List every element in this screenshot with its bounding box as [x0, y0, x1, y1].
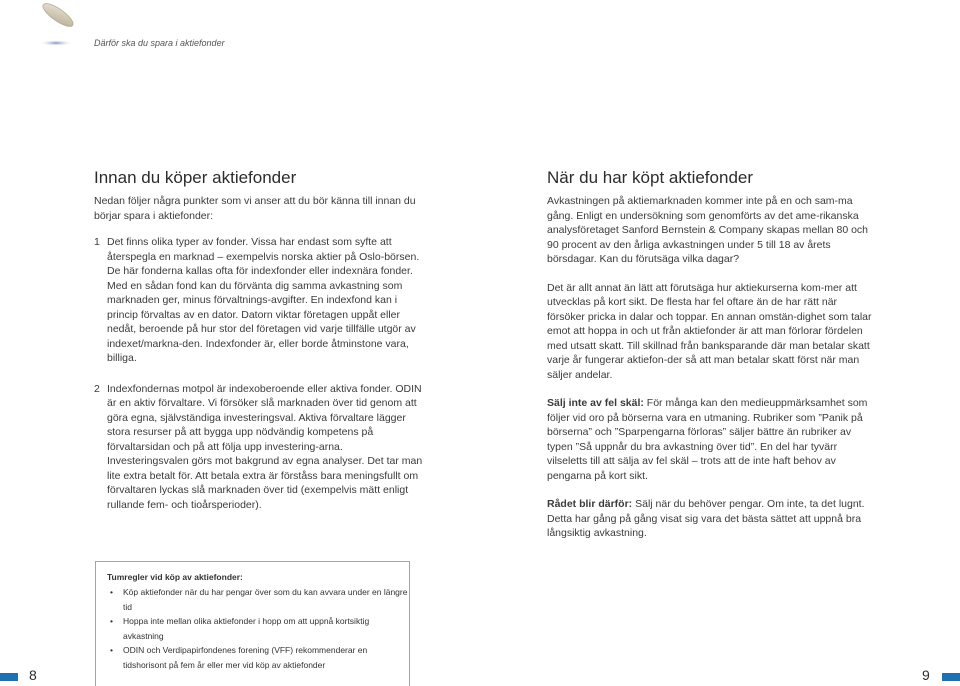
accent-bar-left [0, 673, 18, 681]
list-item-text: Indexfondernas motpol är indexoberoende eller aktiva fonder. ODIN är en aktiv förvaltare. Vi försöker slå marknaden över tid genom att göra egna, självständiga investeringsval. Aktiva förvaltare lägger stora resurser på att bygga upp nödvändig kompetens på förvaltarsidan och på att följa upp investering-arna. Investeringsvalen görs mot bakgrund av egna analyser. Det tar man lite extra betalt för. Att betala extra är förståss bara meningsfullt om förvaltaren lyckas slå marknaden över tid (exempelvis mätt enligt rullande fem- och tioårsperioder). [107, 382, 423, 511]
leaf-logo-icon [40, 2, 80, 50]
right-paragraph-2: Det är allt annat än lätt att förutsäga hur aktiekurserna kom-mer att utvecklas på kort sikt. De flesta har fel oftare än de har rätt när försöker pricka in dalar och toppar. En annan omstän-dighet som talar emot att hoppa in och ut från aktiefonder är att man förlorar fördelen med utsatt skatt. Till skillnad från banksparande där man betalar skatt varje år fungerar aktiefon-der så att man betalar skatt först när man säljer andelar. [547, 281, 872, 381]
tip-text: Hoppa inte mellan olika aktiefonder i hopp om att uppnå kortsiktig avkastning [123, 616, 370, 641]
left-intro: Nedan följer några punkter som vi anser att du bör känna till innan du börjar spara i aktiefonder: [94, 195, 416, 222]
left-heading: Innan du köper aktiefonder [94, 168, 297, 187]
bullet-icon: • [110, 587, 113, 597]
right-paragraph-1: Avkastningen på aktiemarknaden kommer inte på en och sam-ma gång. Enligt en undersökning som genomförts av det ame-rikanska analysföretaget Sanford Bernstein & Company skapas mellan 80 och 90 procent av den årliga avkastningen under 5 till 18 av årets börsdagar. Kan du förutsäga vilka dagar? [547, 195, 869, 265]
tip-text: Köp aktiefonder när du har pengar över som du kan avvara under en längre tid [123, 587, 408, 612]
paragraph-body: Sälj när du behöver pengar. Om inte, ta det lugnt. Detta har gång på gång visat sig vara det bästa sättet att uppnå bra långsiktig avkastning. [547, 498, 865, 539]
list-item [107, 614, 409, 643]
list-item [94, 235, 424, 366]
left-numbered-list [94, 235, 424, 512]
running-head: Därför ska du spara i aktiefonder [94, 38, 225, 48]
list-item [107, 643, 409, 672]
page-number-left: 8 [29, 667, 37, 683]
list-item-number: 1 [94, 236, 100, 248]
page-number-right: 9 [922, 667, 930, 683]
left-column [94, 168, 424, 528]
list-item [94, 382, 424, 513]
right-paragraph-4 [547, 497, 872, 541]
tips-box [95, 561, 410, 686]
tip-text: ODIN och Verdipapirfondenes forening (VFF) rekommenderar en tidshorisont på fem år eller mer vid köp av aktiefonder [123, 645, 368, 670]
list-item-text: Det finns olika typer av fonder. Vissa har endast som syfte att återspegla en marknad – exempelvis norska aktier på Oslo-börsen. De här fonderna kallas ofta för indexfonder eller indexnära fonder. Med en sådan fond kan du förvänta dig samma avkastning som marknaden ger, minus förvaltnings-avgifter. En indexfond kan i princip förvaltas av en dator. Datorn viktar företagen uppåt eller nedåt, beroende på hur stor del företagen vid varje tillfälle utgör av indexet/markna-den. Indexfonder är, eller borde åtminstone vara, billiga. [107, 236, 420, 364]
right-column [547, 168, 872, 555]
tips-list [107, 585, 409, 672]
tips-title: Tumregler vid köp av aktiefonder: [107, 572, 243, 582]
right-heading: När du har köpt aktiefonder [547, 168, 754, 187]
list-item [107, 585, 409, 614]
list-item-number: 2 [94, 382, 100, 395]
accent-bar-right [942, 673, 960, 681]
paragraph-lead: Sälj inte av fel skäl: [547, 397, 644, 409]
right-paragraph-3 [547, 396, 872, 483]
paragraph-body: För många kan den medieuppmärksamhet som följer vid oro på börserna vara en utmaning. Rubriker som ”Panik på börserna” och ”Sparpengarna förloras” säljer bättre än rubriker av typen ”Så uppnår du bra avkastning över tid”. En del har tyvärr vilseletts till att sälja av fel skäl – trots att de inte haft behov av pengarna på kort sikt. [547, 397, 868, 482]
paragraph-lead: Rådet blir därför: [547, 498, 633, 510]
bullet-icon: • [110, 616, 113, 626]
bullet-icon: • [110, 645, 113, 655]
